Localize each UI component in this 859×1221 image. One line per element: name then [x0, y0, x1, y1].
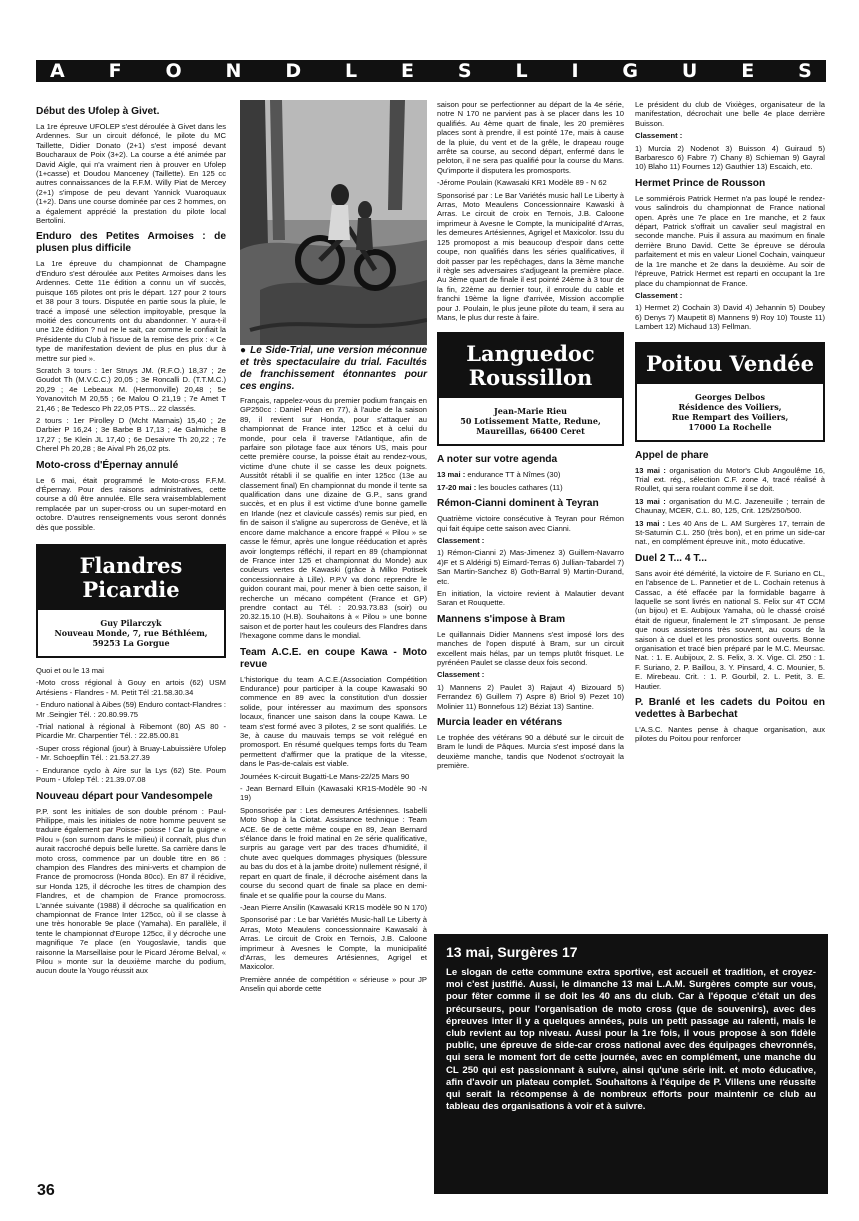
article-body: saison pour se perfectionner au départ de la 4e série, notre N 170 ne parvient pas à se placer dans les 10 qualifiés. Au 4ème quart de finale, les 20 premières places sont à prendre, il est pointé 17e, mais à cause de la pluie, du vent et de la grêle, le drapeau rouge arrête sa course, au second départ, enfermé dans le peloton, il ne sera pas qualifié pour la course du Mans. Qu'importe il disputera les promosports. [437, 100, 624, 175]
article-body: Journées K-circuit Bugatti-Le Mans-22/25 Mars 90 [240, 771, 410, 781]
article-title: Nouveau départ pour Vandesompele [36, 790, 213, 802]
agenda-intro: Quoi et ou le 13 mai [36, 666, 104, 676]
surgeres-feature-box [434, 934, 828, 1194]
region-title-line: Flandres [79, 553, 183, 579]
region-title [439, 334, 622, 398]
agenda-item [635, 466, 825, 494]
banner-letter: N [225, 60, 242, 82]
agenda-item [437, 470, 624, 479]
region-box-languedoc [437, 332, 624, 446]
column-2 [240, 100, 427, 997]
article-body: L'A.S.C. Nantes pense à chaque organisation, aux pilotes du Poitou pour renforcer [635, 725, 825, 744]
article-title: Début des Ufolep à Givet. [36, 106, 160, 117]
article-title: Moto-cross d'Épernay annulé [36, 459, 179, 471]
article-body: Sans avoir été démérité, la victoire de F. Suriano en CL, en l'absence de L. Pannetier et de L. Cochain retenus à Cassac, a été effacée par la formidable bagarre à laquelle se sont livrés en national S. Felix sur 4T CCM (un bijou) et E. Aubijoux Yamaha, où le chassé croisé était de rigueur, finalement le 2T s'imposant. Je pense que nous assisterons très souvent, au cours de la saison à ce duel et les pronostics sont ouverts. Bonne organisation et tracé bien préparé par le M.C. Meursac. Nat. : 1. E. Aubijoux, 2. S. Felix, 3. X. Vige. Cl. 250 : 1. F. Suriano, 2. P. Baillou, 3. Y. Pinsard, 4. C. Mounier, 5. E. Mirebeau. Crit. : 1. P. Gourbil, 2. L. Petit, 3. E. Hautier. [635, 568, 825, 691]
agenda-item: -Moto cross régional à Gouy en artois (62) USM Artésiens - Flandres - M. Petit Tél :21.58.30.34 [36, 678, 226, 697]
article-body: Le quillannais Didier Mannens s'est imposé lors des manches de l'open disputé à Bram, sur un circuit excellent mais hélas, par un temps plutôt frisquet. Le pyrénéen Paulet se classe deux fois second. [437, 629, 624, 668]
address-line: Nouveau Monde, 7, rue Béthléem, [54, 628, 208, 639]
article-body: Sponsorisé par : Le Bar Variétés music hall Le Liberty à Arras, Moto Meaulens Concessionnaire Kawaski à Arras. Le circuit de croix en Ternois, J.B. Caloone imprimeur à Avesne le Compte, la municipalité d'Arras, les demeures Artésiennes, Agrigel et Maxicolor. Issu du 125 promopost a mis beaucoup d'espoir dans cette coupe, non qualifiés dans les séries qualificatives, il doit passer par les repêchages, dans la 3ème manche il règle ses adversaires s'adjugeant la première place. Au 3ème quart de finale il est pointé 24ème à 3 tour de la fin, 22ème au dernier tour, il enroule du cable et franchi 19ème la ligne d'arrivée, Mission accomplie pour J. Poulain, le plus jeune pilote du team, il sera au Mans, le plus dur reste à faire. [437, 190, 624, 322]
agenda-date: 17-20 mai : [437, 482, 477, 492]
article-body: -Jean Pierre Ansilin (Kawasaki KR1S modèle 90 N 170) [240, 902, 427, 912]
region-title-line: Picardie [82, 577, 180, 603]
agenda-date: 13 mai : [437, 470, 466, 480]
region-address [637, 384, 823, 440]
agenda-item: - Enduro national à Aibes (59) Enduro contact-Flandres : Mr .Seingier Tél. : 20.80.99.75 [36, 700, 226, 719]
classement-label: Classement : [437, 535, 485, 545]
banner-letter: L [515, 60, 528, 82]
agenda-item: - Endurance cyclo à Aire sur la Lys (62) Ste. Poum Poum - Ufolep Tél. : 21.39.07.08 [36, 765, 226, 785]
agenda-date: 13 mai : [635, 465, 666, 475]
address-line: Jean-Marie Rieu [494, 406, 567, 417]
agenda-text: organisation du M.C. Jazeneuille ; terrain de Chaunay, MCER, C.L. 80, 125, Crit. 125/250/500. [635, 496, 825, 516]
banner-letter: G [622, 60, 639, 82]
address-line: Guy Pilarczyk [100, 618, 162, 629]
photo-illustration [240, 100, 427, 345]
banner-letter: E [401, 60, 414, 82]
article-body: Sponsorisée par : Les demeures Artésiennes. Isabelli Moto Shop à la Ciotat. Assistance technique : Team ACE. 6e de cette même coupe en 89, Jean Bernard s'élance dans le froid matinal en 2e série qualificative, surpris au garage vert par des traces d'humidité, il chute avec quelques dommages physiques (blessure au bas du dos et à la jambe droite) nullement résigné, il repart en quart de finale, il décroche aisément dans la course du second quart de finale sa place en demi-finale et se qualifie pour la course du Mans. [240, 805, 427, 900]
agenda-item: -Super cross régional (jour) à Bruay-Labuissière Ufolep - Mr. Schoepflin Tél. : 21.53.27.39 [36, 743, 226, 763]
feature-body: Le slogan de cette commune extra sportive, est accueil et tradition, et croyez-moi c'est justifié. Aussi, le dimanche 13 mai L.A.M. Surgères compte sur vous, pour fêter comme il se doit les 40 ans du club. Car à l'époque c'était un des précurseurs, pour l'organisation de moto cross (que de souvenirs), avec des épreuves inter il y a quelques années, puis un petit passage au ralenti, mais le club revient au top niveau. Aussi pour la 1re fois, il vous propose à son fidèle public, une épreuve de side-car cross national avec des équipages chevronnés, qui sera le moment fort de cette journée, avec en complément, une manche du CL 250 qui est passionnant à suivre, ainsi qu'une série init. et moto éducative, afin d'avoir un plateau complet. Souhaitons à l'équipe de P. Villens une réussite qui serait la récompense à de nombreux efforts pour maintenir ce club au tableau des organisations à voir et à suivre. [446, 967, 816, 1113]
results-text: Scratch 3 tours : 1er Struys JM. (R.F.O.) 18,37 ; 2e Goudot Th (M.V.C.C.) 20,05 ; 3e Roncalli D. (T.T.M.C.) 20,29 ; 4e Lebeaux M. (Hermonville) 20,48 ; 5e Yovanovitch M 20,55 ; 6e Malou O 21,19 ; 7e Amet T 21,46 ; 8e Tedesco Ph 22,05 PTS... 22 classés. [36, 365, 226, 413]
article-body: - Jean Bernard Elluin (Kawasaki KR1S-Modèle 90 -N 19) [240, 784, 427, 803]
page-number: 36 [37, 1182, 55, 1199]
article-body: Le 6 mai, était programmé le Moto-cross F.F.M. d'Épernay. Pour des raisons administratives, cette course a dû être annulée. Elle sera vraisemblablement remplacée par un super-cross ou un super-motard en octobre. D'autres renseignements vous seront donnés dès que possible. [36, 475, 226, 532]
region-address [38, 610, 224, 656]
classement-list: 1) Murcia 2) Nodenot 3) Buisson 4) Guiraud 5) Barbaresco 6) Fabre 7) Chany 8) Schieman 9) Gayral 10) Blaho 11) Fournes 12) Gauthier 13) Escaich, etc. [635, 143, 825, 172]
banner-letter: O [165, 60, 182, 82]
address-line: 50 Lotissement Matte, Redune, [460, 416, 601, 427]
feature-title: 13 mai, Surgères 17 [446, 944, 578, 960]
article-body: Quatrième victoire consécutive à Teyran pour Rémon qui fait équipe cette saison avec Cianni. [437, 514, 624, 533]
side-trial-photo [240, 100, 427, 345]
region-title-line: Roussillon [468, 365, 593, 391]
agenda-date: 13 mai : [635, 518, 665, 528]
article-title: Duel 2 T... 4 T... [635, 552, 707, 564]
article-title: Hermet Prince de Rousson [635, 177, 766, 189]
article-body: Première année de compétition « sérieuse » pour JP Anselin qui aborde cette [240, 974, 427, 994]
article-body: Français, rappelez-vous du premier podium français en GP250cc : Daniel Péan en 77), à l'aube de la saison 89, il revient sur Honda, pour s'attaquer au championnat de France inter 125cc et à celui du monde, pour cela il traverse l'Atlantique, afin de parfaire son pilotage face aux ténors US, mais pour cette première course, la poisse était au rendez-vous, victime d'une chute il se casse les deux poignets. Aussitôt rétabli il se qualifie en inter 125cc (13e au classement final) En championnat du monde il tente sa qualification dans une dizaine de G.P., sans grand succès, et en plus il est victime d'une bonne gamelle en Irlande (nez et clavicule cassés) remis sur pied, en fin de saison il s'aligne au supercross de Genève, et là encore dame malchance a encore frappé « Pilou » se casse le fémur, après une longue rééducation et après avoir longtemps réfléchi, il repart en 89 (championnat de France inter 125 et championnat du Monde) aux couleurs vertes de Kawaski (grâce à Milko Potisek concessionnaire à Lille). P.P.V va donc reprendre le guidon courant mai, pour mener à bien cette saison, il recherche un mécano compétent (France et GP) prendre contact au Tél. : 20.93.73.83 (soir) ou 20.32.15.10 (H.B). Souhaitons à « Pilou » une bonne saison et de porter haut les couleurs des Flandres dans l'hexagone comme dans le mondial. [240, 396, 427, 641]
region-box-flandres [36, 544, 226, 658]
agenda-text: organisation du Motor's Club Angoulême 16, Trial ext. rég., sélection C.F. zone 4, tracé réalisé à Roullet, qui sera roulant comme il se doit. [635, 465, 826, 494]
region-box-poitou [635, 342, 825, 442]
classement-list: 1) Rémon-Cianni 2) Mas-Jimenez 3) Guillem-Navarro 4)F et S Aldérigi 5) Eimard-Terras 6) Jullian-Tabardel 7) San Martin-Sanchez 8) Goth-Barral 9) Martin-Durand, etc. [437, 548, 624, 586]
article-title: P. Branlé et les cadets du Poitou en vedettes à Barbechat [635, 697, 825, 721]
agenda-text: les boucles cathares (11) [478, 482, 563, 492]
region-title: Poitou Vendée [637, 344, 823, 384]
article-body: La 1re épreuve du championnat de Champagne d'Enduro s'est déroulée aux Petites Armoises dans les Ardennes. Cette 11e édition a connu un vif succès, puisque 165 pilotes ont pris le départ. 127 pour 2 tours et 38 pour 3 tours. Disputée en partie sous la pluie, le tracé a imposé une sélection impitoyable, presque la moitié des concurrents ont du abandonner. Y aura-t-il une 12e édition ? nul ne le sait, car comme le confiait la Présidente du Club à l'issue de la remise des prix : « Ce type de manifestation devient de plus en plus dur à mettre sur pied ». [36, 259, 226, 363]
banner-letter: U [681, 60, 698, 82]
address-line: 59253 La Gorgue [92, 638, 170, 649]
classement-list: 1) Hermet 2) Cochain 3) David 4) Jehannin 5) Doubey 6) Denys 7) Maupetit 8) Mannens 9) Roy 10) Touste 11) Lambert 12) Michaud 13) Fellman. [635, 303, 825, 332]
banner-letter: L [345, 60, 358, 82]
article-body: Le trophée des vétérans 90 a débuté sur le circuit de Bram le lundi de Pâques. Murcia s'est imposé dans la deuxième manche, tandis que Nodenot s'octroyait la première. [437, 733, 624, 771]
address-line: Maureillas, 66400 Ceret [476, 426, 585, 437]
article-title: Team A.C.E. en coupe Kawa - Moto revue [240, 646, 427, 670]
agenda-item [437, 483, 624, 492]
banner-letter: S [798, 60, 812, 82]
article-body: La 1re épreuve UFOLEP s'est déroulée à Givet dans les Ardennes. Sur un circuit défoncé, le pilote du MC Taillette, Didier Donato (2+1) s'est imposé devant Boucharaux de Poix (3+2). La course a été animée par David Aigle, qui n'a vraiment rien à prouver en Ufolep (1+casse) et Doudou Manceney (Taillette). En 125 cc autres connaissances de la F.F.M. Willy Piat de Mercey (2+1) s'impose de peu devant Yannick Vuaroquaux (1+2). Dans une course dominée par ces 2 hommes, on a également apprécié la prestation du pilote local Bertolini. [36, 122, 226, 226]
agenda-item [635, 497, 825, 516]
banner-letter: E [741, 60, 755, 82]
column-1 [36, 100, 226, 979]
address-line: Georges Delbos [695, 391, 765, 402]
article-title: Mannens s'impose à Bram [437, 613, 566, 625]
classement-label: Classement : [635, 290, 683, 300]
article-title: Enduro des Petites Armoises : de plusen plus difficile [36, 231, 226, 255]
article-body: L'historique du team A.C.E.(Association Compétition Endurance) pour participer à la coupe Kawasaki 90 commence en 89 avec la constitution d'un dossier solide, pour intéresser au maximum des sponsors locaux, financer une saison dans la coupe Kawa. Le team s'est formé avec 3 pilotes, 2 se sont qualifiés. Le 3e, à cause du mauvais temps se voit relégué en promosport. En résumé quelques temps forts du Team permettent d'affirmer que la pratique de la vitesse, dans le Pas-de-calais est viable. [240, 674, 427, 769]
banner-letter: D [285, 60, 302, 82]
banner-letter: F [108, 60, 122, 82]
region-title-line: Languedoc [466, 341, 595, 367]
banner-letter: I [571, 60, 579, 82]
region-address [439, 398, 622, 444]
classement-list: 1) Mannens 2) Paulet 3) Rajaut 4) Bizouard 5) Ferrandez 6) Guillem 7) Aspre 8) Briol 9) Pezet 10) Molinier 11) Bonnefous 12) Béziat 13) Santine. [437, 682, 624, 711]
agenda-item: -Trial national à régional à Ribemont (80) AS 80 - Picardie Mr. Charpentier Tél. : 22.85.00.81 [36, 722, 226, 741]
address-line: Rue Rempart des Voiliers, [671, 411, 789, 422]
article-title: Murcia leader en vétérans [437, 717, 563, 729]
section-banner [36, 60, 826, 82]
article-body: Le président du club de Vixièges, organisateur de la manifestation, décrochait une belle 4e place derrière Buisson. [635, 100, 825, 128]
classement-label: Classement : [635, 131, 683, 141]
classement-label: Classement : [437, 670, 485, 680]
article-title: A noter sur votre agenda [437, 454, 558, 466]
article-title: Rémon-Cianni dominent à Teyran [437, 498, 599, 510]
results-text: 2 tours : 1er Pirolley D (Mcht Marnais) 15,40 ; 2e Darbier P 16,24 ; 3e Barbe B 17,13 ; 4e Galmiche B 17,27 ; 5e Klein JL 17,40 ; 6e Desaivre Th 20,22 ; 7e Cherel Ph 20,28 ; 8e Aival Ph 26,02 pts. [36, 415, 226, 454]
article-body: Sponsorisé par : Le bar Variétés Music-hall Le Liberty à Arras, Moto Meaulens concessionnaire Kawasaki à Arras. Le circuit de Croix en Ternois, J.B. Caloone imprimeur à Avesnes le Compte, la municipalité d'Arras, les demeures Artésiennes, Agrigel et Maxicolor. [240, 915, 427, 972]
article-body: P.P. sont les initiales de son double prénom : Paul-Philippe, mais les initiales de notre homme peuvent se traduire également par Poisse- poisse ! Car la guigne « Pilou » (son surnom dans le milieu) il connaît, plus d'un aurait raccroché depuis belle lurette. Sa carrière dans le moto cross, commence par un double titre en 86 : champion des Flandres des mini-verts et champion de France de promocross (Honda 80cc). En 87 il récidive, sur Honda 125, il décroche les titres de champion des Flandres, et de champion de France promocross. L'année suivante (1988) il décroche sa qualification en championnat de France Inter 125cc, où il se classe à une très honorable 9e place (Yamaha). En parallèle, il tente le championnat d'Europe 125cc, il y décroche une magnifique 7e place (en Yougoslavie, tandis que raisonne la Marseillaise pour le Picard Jérome Belval, « Pilou » monte sur la deuxième marche du podium, aucun doute la Yougo réussit aux [36, 806, 226, 976]
banner-letter: A [50, 60, 65, 82]
region-title [38, 546, 224, 610]
address-line: Résidence des Voiliers, [678, 401, 782, 412]
agenda-item [635, 519, 825, 547]
article-body: En initiation, la victoire revient à Malautier devant Saran et Rouquette. [437, 589, 624, 608]
article-body: Le sommiérois Patrick Hermet n'a pas loupé le rendez-vous salindrois du championnat de France national open. Après une 7e place en 1re manche, et 2 faux départ, Patrick s'offrait un cavalier seul magistral en seconde manche. Puis il assura au maximum en finale derrière Bruno David. Cette 3e épreuve se déroula parfaitement et mis en valeur Lionel Cochain, vainqueur de la 1re manche et 2e dans la deuxième. Au soir de l'épreuve, Patrick Hermet est reparti en occupant la 1re place du championnat de France. [635, 193, 825, 288]
agenda-date: 13 mai : [635, 496, 666, 506]
article-title: Appel de phare [635, 449, 709, 461]
column-4 [635, 100, 825, 747]
agenda-text: endurance TT à Nîmes (30) [467, 470, 561, 480]
banner-letter: S [457, 60, 472, 82]
article-body: -Jérome Poulain (Kawasaki KR1 Modèle 89 - N 62 [437, 178, 607, 188]
photo-caption: ● Le Side-Trial, une version méconnue et très spectaculaire du trial. Facultés de franchissement étonnantes pour ces engins. [240, 345, 427, 392]
address-line: 17000 La Rochelle [688, 421, 772, 432]
column-3 [437, 100, 624, 774]
agenda-text: Les 40 Ans de L. AM Surgères 17, terrain de St-Saturnin C.L. 250 (très bon), et en prime un side-car nat., en complément épreuve init., moto éducative. [635, 518, 826, 547]
